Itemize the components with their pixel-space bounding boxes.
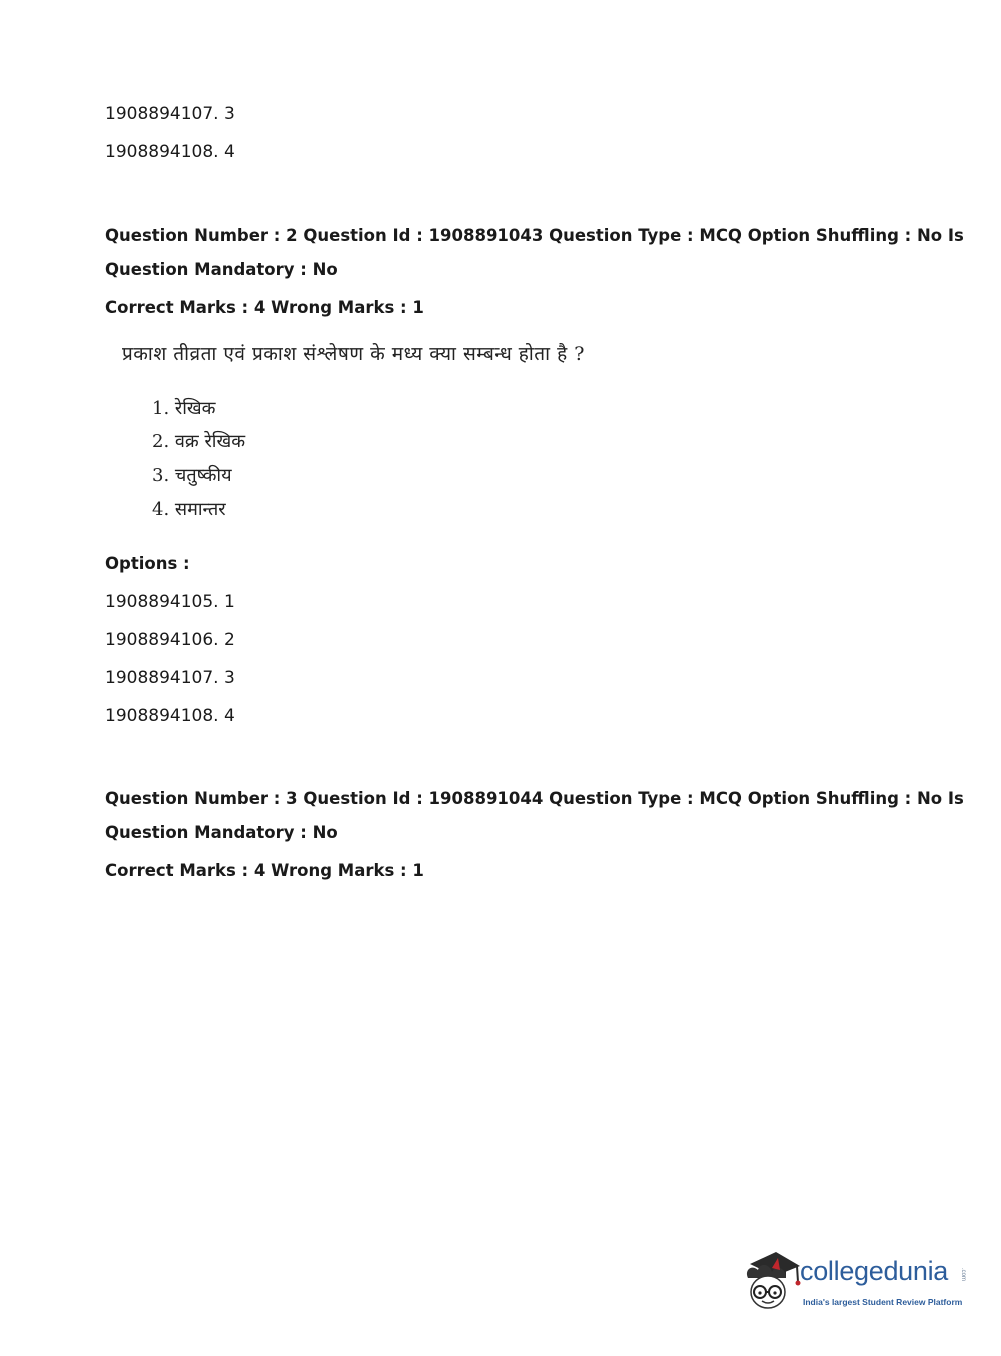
q2-choice-2: 2. वक्र रेखिक — [152, 431, 246, 452]
q2-option-1: 1908894105. 1 — [105, 592, 235, 612]
q2-option-4: 1908894108. 4 — [105, 706, 235, 726]
q2-choice-3: 3. चतुष्कीय — [152, 465, 232, 486]
q2-marks: Correct Marks : 4 Wrong Marks : 1 — [105, 298, 424, 317]
prev-option-1: 1908894107. 3 — [105, 104, 235, 124]
q2-option-2: 1908894106. 2 — [105, 630, 235, 650]
prev-option-2: 1908894108. 4 — [105, 142, 235, 162]
q3-marks: Correct Marks : 4 Wrong Marks : 1 — [105, 861, 424, 880]
collegedunia-logo — [742, 1248, 968, 1318]
q3-header-line2: Question Mandatory : No — [105, 823, 338, 842]
q2-choice-1: 1. रेखिक — [152, 398, 216, 419]
q2-option-3: 1908894107. 3 — [105, 668, 235, 688]
logo-tagline: India's largest Student Review Platform — [803, 1297, 963, 1307]
logo-suffix: .com — [960, 1268, 966, 1282]
logo-name: collegedunia — [800, 1256, 949, 1286]
q2-choice-4: 4. समान्तर — [152, 499, 226, 520]
q2-header-line2: Question Mandatory : No — [105, 260, 338, 279]
q2-question-text: प्रकाश तीव्रता एवं प्रकाश संश्लेषण के मध्य क्या सम्बन्ध होता है ? — [122, 343, 585, 365]
q3-header-line1: Question Number : 3 Question Id : 1908891044 Question Type : MCQ Option Shuffling : No Is — [105, 789, 964, 808]
student-mascot-icon — [742, 1248, 802, 1318]
q2-options-label: Options : — [105, 554, 190, 573]
q2-header-line1: Question Number : 2 Question Id : 1908891043 Question Type : MCQ Option Shuffling : No Is — [105, 226, 964, 245]
